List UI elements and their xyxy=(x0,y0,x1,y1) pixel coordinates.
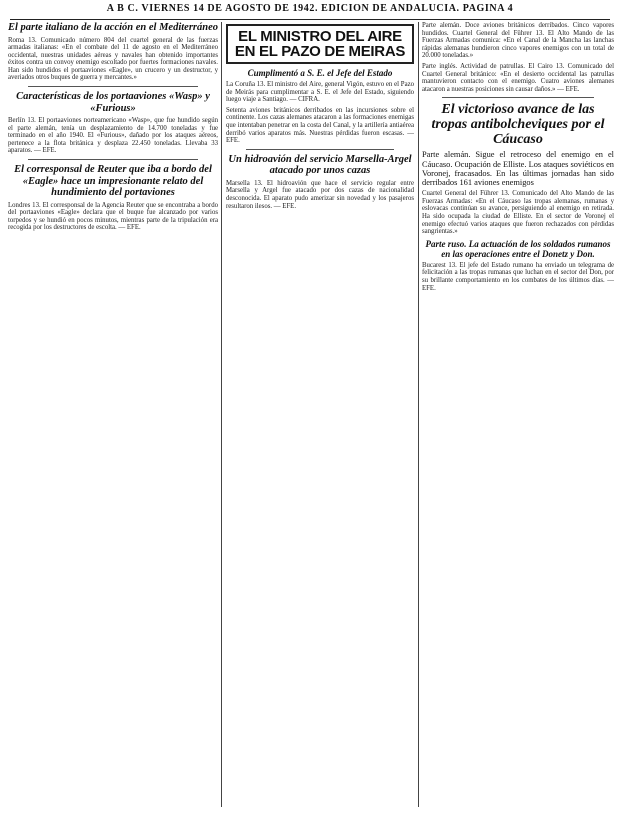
article-body: Marsella 13. El hidroavión que hace el servicio regular entre Marsella y Argel fue atacado por dos cazas de nacionalidad desconocida. El aparato pudo amerizar sin novedad y los pasajeros resultaron ilesos. — EFE. xyxy=(226,179,414,210)
article-body: La Coruña 13. El ministro del Aire, general Vigón, estuvo en el Pazo de Meirás para cumplimentar a S. E. el Jefe del Estado, siguiendo luego viaje a Santiago. — CIFRA. xyxy=(226,81,414,104)
article-body: Parte inglés. Actividad de patrullas. El Cairo 13. Comunicado del Cuartel General británico: «En el desierto occidental las patrullas mantuvieron contacto con el enemigo. Cuatro aviones alemanes atacaron a nuestras posiciones sin causar daños.» — EFE. xyxy=(422,62,614,93)
column-3 xyxy=(422,22,614,809)
article-deck: Cumplimentó a S. E. el Jefe del Estado xyxy=(247,68,393,78)
article-separator xyxy=(442,97,594,98)
article-body: Setenta aviones británicos derribados en las incursiones sobre el continente. Los cazas alemanes atacaron a las formaciones enemigas que intentaban penetrar en la costa del Canal, y la artillería antiaérea derribó varios aparatos más. Nuestras pérdidas fueron escasas. — EFE. xyxy=(226,106,414,145)
article-headline: Un hidroavión del servicio Marsella-Argel atacado por unos cazas xyxy=(228,153,412,177)
article-headline: El corresponsal de Reuter que iba a bordo del «Eagle» hace un impresionante relato del hundimiento del portaviones xyxy=(14,164,212,199)
article-separator xyxy=(246,149,394,150)
article-headline: EL MINISTRO DEL AIRE EN EL PAZO DE MEIRAS xyxy=(234,28,406,60)
column-rule-2 xyxy=(418,22,419,807)
article-body: Parte alemán. Doce aviones británicos derribados. Cinco vapores hundidos. Cuartel General del Führer 13. El Alto Mando de las Fuerzas Armadas comunica: «En el Canal de la Mancha las lanchas rápidas alemanas hundieron cinco vapores enemigos con un total de 20.000 toneladas.» xyxy=(422,22,614,60)
article-headline: Características de los portaaviones «Wasp» y «Furious» xyxy=(16,91,210,114)
article-headline: El parte italiano de la acción en el Mediterráneo xyxy=(8,22,218,33)
article-lede: Parte alemán. Sigue el retroceso del enemigo en el Cáucaso. Ocupación de Elliste. Los ataques soviéticos en Voronej, fracasados. En las últimas jornadas han sido derribados 161 aviones enemigos xyxy=(422,150,614,187)
column-rule-1 xyxy=(221,22,222,807)
article-separator xyxy=(28,159,198,160)
masthead: A B C. VIERNES 14 DE AGOSTO DE 1942. EDICION DE ANDALUCIA. PAGINA 4 xyxy=(106,3,514,14)
article-body: Londres 13. El corresponsal de la Agencia Reuter que se encontraba a bordo del portaaviones «Eagle» declara que el buque fue alcanzado por varios torpedos y se hundió en pocos minutos, mientras parte de la tripulación era recogida por los destructores de escolta. — EFE. xyxy=(8,201,218,232)
column-2 xyxy=(226,22,414,809)
column-1 xyxy=(8,22,218,809)
article-deck: Parte ruso. La actuación de los soldados rumanos en las operaciones entre el Donetz y Don. xyxy=(425,238,611,259)
article-body: Berlín 13. El portaaviones norteamericano «Wasp», que fue hundido según el parte alemán, tenía un desplazamiento de 14.700 toneladas y fue terminado en el año 1940. El «Furious», dañado por los ataques aéreos, pertenece a la flota británica y desplaza 22.450 toneladas. Llevaba 33 aparatos. — EFE. xyxy=(8,117,218,155)
article-headline: El victorioso avance de las tropas antibolcheviques por el Cáucaso xyxy=(431,102,605,148)
article-separator xyxy=(28,86,198,87)
top-rule xyxy=(10,19,610,20)
article-body: Roma 13. Comunicado número 804 del cuartel general de las fuerzas armadas italianas: «En el combate del 11 de agosto en el Mediterráneo occidental, nuestras unidades aéreas y navales han obtenido importantes éxitos contra un convoy enemigo escoltado por fuertes formaciones navales. Han sido hundidos el portaaviones «Eagle», un crucero y un destructor, y averiados otros buques de guerra y mercantes.» xyxy=(8,36,218,82)
article-body: Cuartel General del Führer 13. Comunicado del Alto Mando de las Fuerzas Armadas: «En el Cáucaso las tropas alemanas, rumanas y eslovacas continúan su avance, persiguiendo al enemigo en retirada. Ha sido ocupada la ciudad de Elliste. En el sector de Voronej el enemigo efectuó varios ataques que fueron rechazados con pérdidas sangrientas.» xyxy=(422,190,614,236)
article-body: Bucarest 13. El jefe del Estado rumano ha enviado un telegrama de felicitación a las tropas rumanas que luchan en el sector del Don, por su brillante comportamiento en los combates de los últimos días. — EFE. xyxy=(422,261,614,292)
boxed-headline xyxy=(226,24,414,64)
